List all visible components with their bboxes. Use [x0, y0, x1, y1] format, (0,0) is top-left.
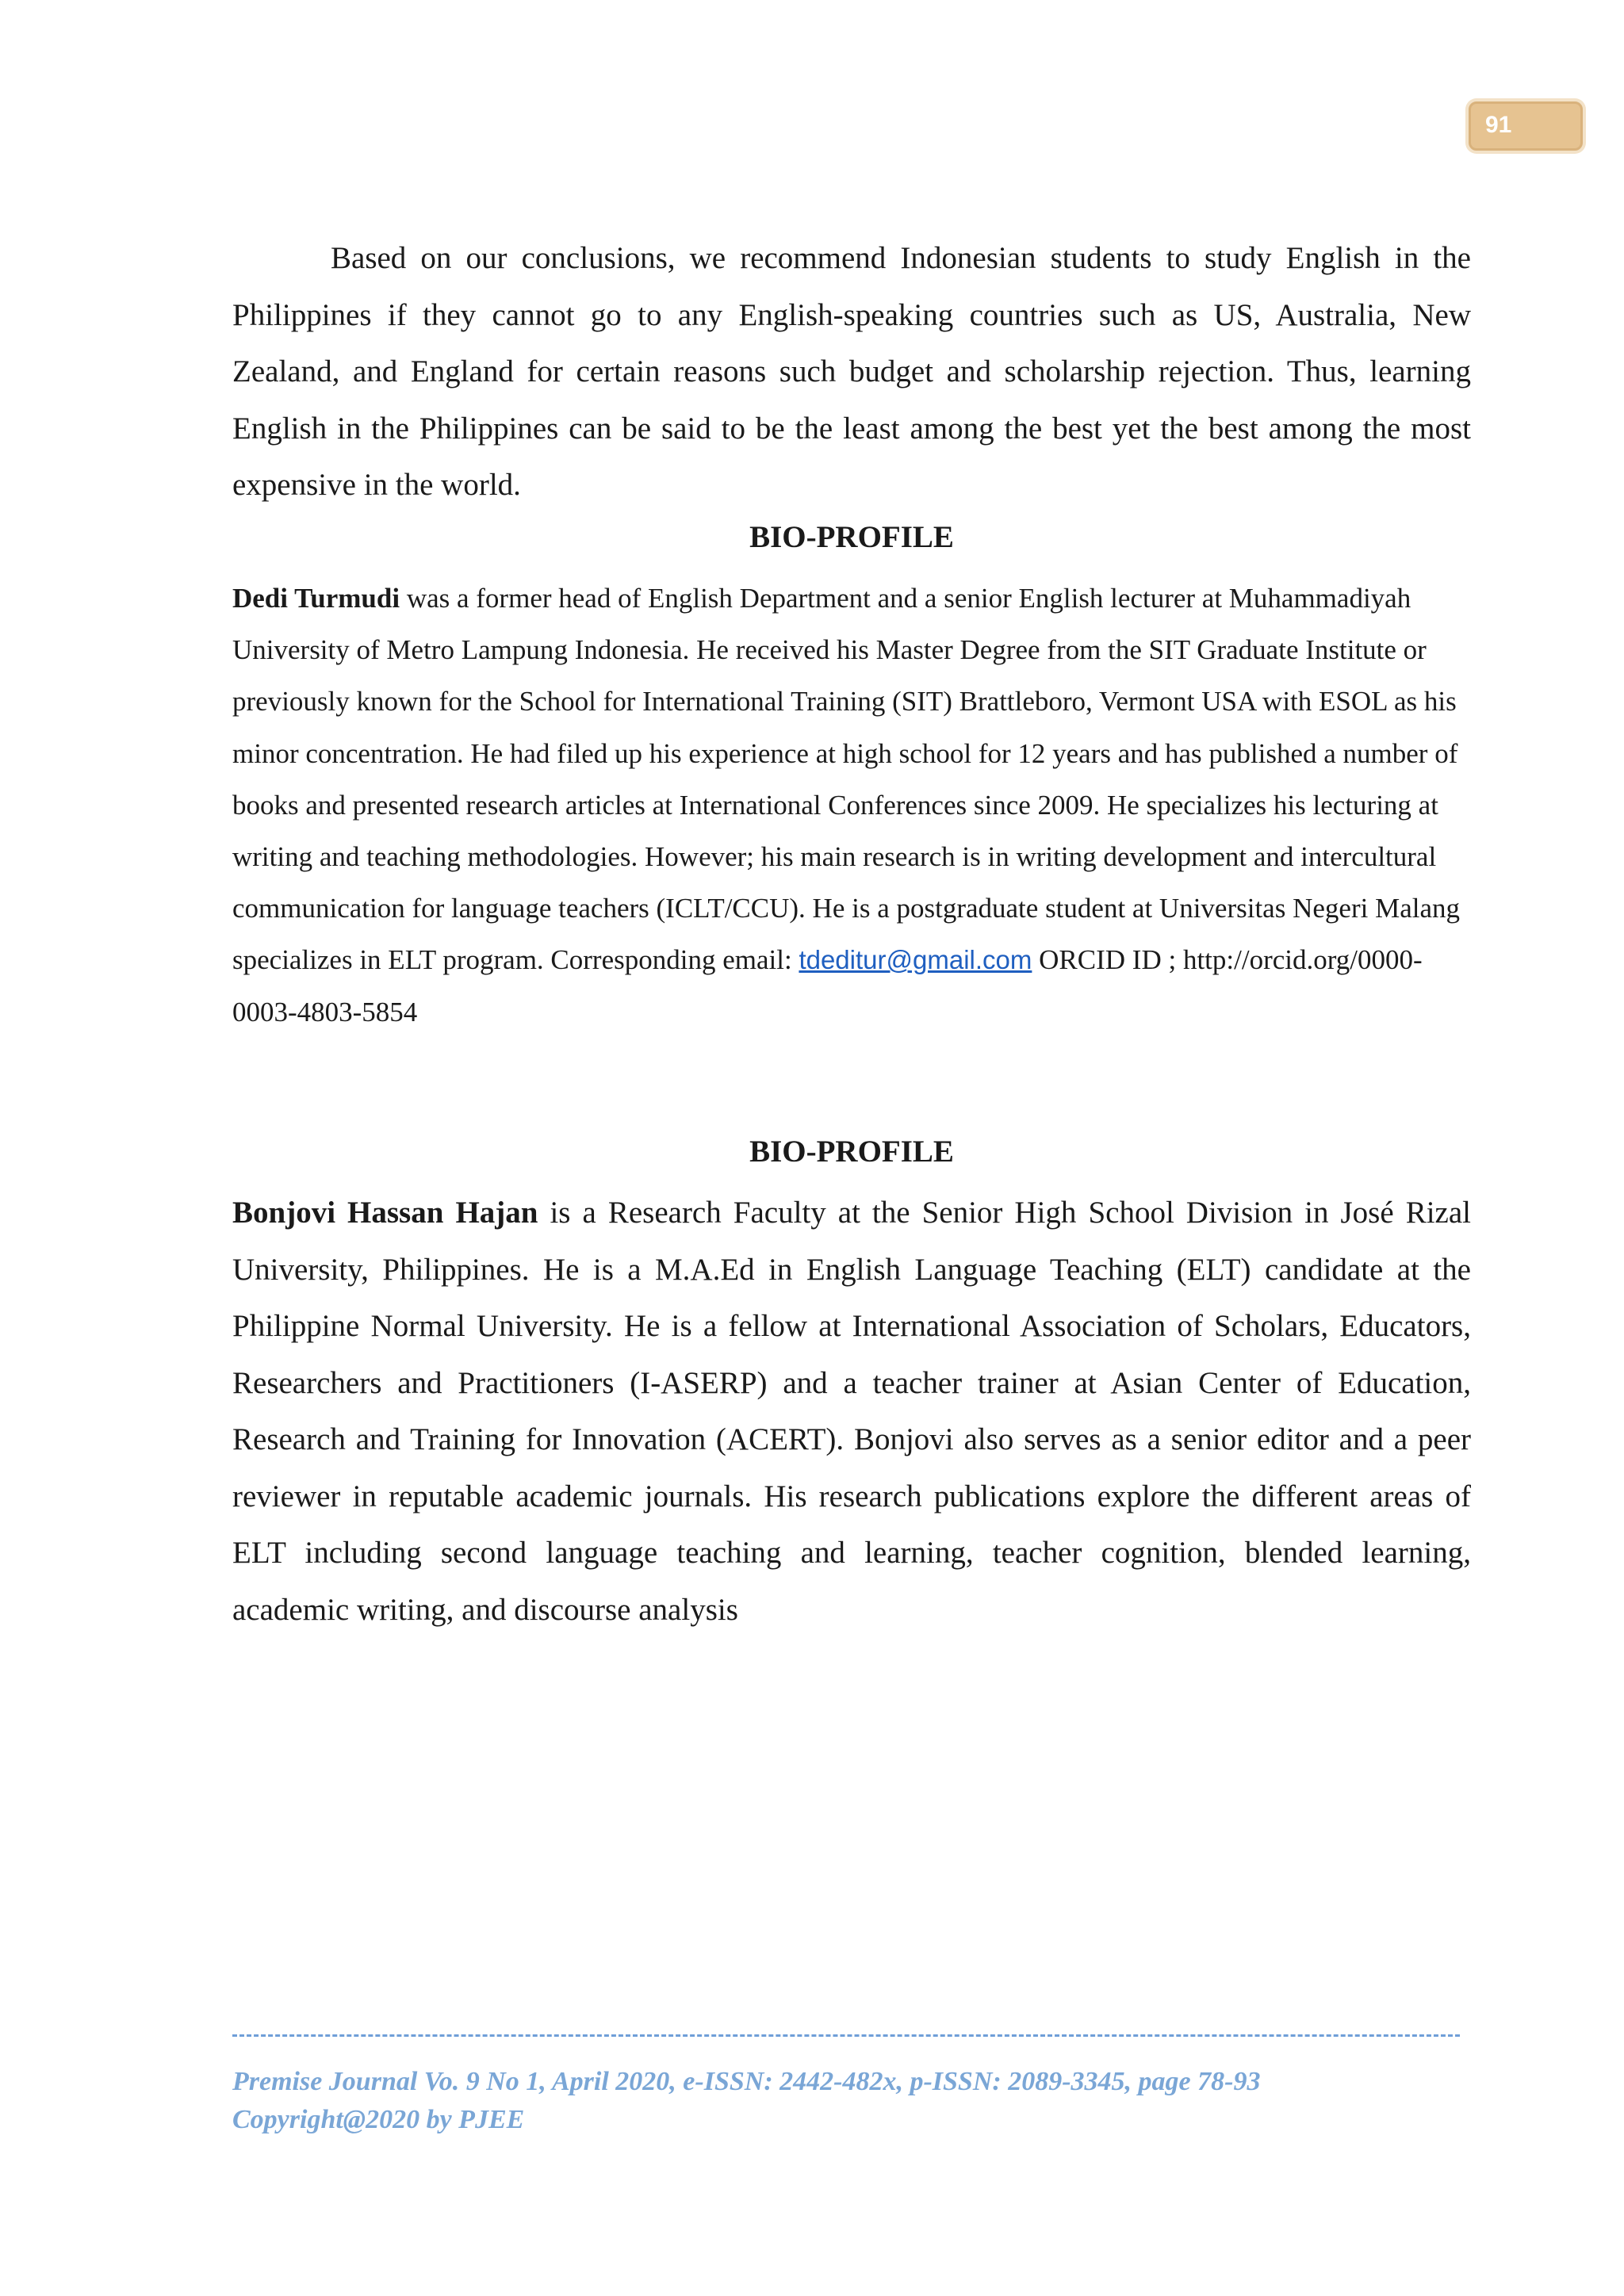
page-number-badge [1469, 101, 1583, 151]
bio-name-1: Dedi Turmudi [232, 583, 400, 614]
bio-profile-heading-1: BIO-PROFILE [749, 520, 954, 554]
page-number: 91 [1485, 112, 1512, 138]
conclusion-paragraph: Based on our conclusions, we recommend Indonesian students to study English in the Philippines if they cannot go to any English-speaking countries such as US, Australia, New Zealand, and England for certain reasons such budget and scholarship rejection. Thus, learning English in the Philippines can be said to be the least among the best yet the best among the most expensive in the world. [232, 241, 1471, 502]
bio-text-2: is a Research Faculty at the Senior High School Division in José Rizal University, Philippines. He is a M.A.Ed in English Language Teaching (ELT) candidate at the Philippine Normal University. He is a fellow at International Association of Scholars, Educators, Researchers and Practitioners (I-ASERP) and a teacher trainer at Asian Center of Education, Research and Training for Innovation (ACERT). Bonjovi also serves as a senior editor and a peer reviewer in reputable academic journals. His research publications explore the different areas of ELT including second language teaching and learning, teacher cognition, blended learning, academic writing, and discourse analysis [232, 1196, 1471, 1627]
bio-name-2: Bonjovi Hassan Hajan [232, 1196, 538, 1230]
footer-journal-citation: Premise Journal Vo. 9 No 1, April 2020, e-ISSN: 2442-482x, p-ISSN: 2089-3345, page 78-93 [232, 2067, 1261, 2096]
orcid-text: ORCID ID ; http://orcid.org/0000-0003-4803-5854 [232, 944, 1423, 1027]
bio-text-1: was a former head of English Department and a senior English lecturer at Muhammadiyah University of Metro Lampung Indonesia. He received his Master Degree from the SIT Graduate Institute or previously known for the School for International Training (SIT) Brattleboro, Vermont USA with ESOL as his minor concentration. He had filed up his experience at high school for 12 years and has published a number of books and presented research articles at International Conferences since 2009. He specializes his lecturing at writing and teaching methodologies. However; his main research is in writing development and intercultural communication for language teachers (ICLT/CCU). He is a postgraduate student at Universitas Negeri Malang specializes in ELT program. Corresponding email: [232, 583, 1460, 976]
bio-profile-heading-2: BIO-PROFILE [749, 1135, 954, 1169]
bio-profile-1 [232, 572, 1471, 1038]
footer-copyright: Copyright@2020 by PJEE [232, 2105, 525, 2134]
email-link[interactable]: tdeditur@gmail.com [799, 945, 1032, 975]
footer-divider [232, 2034, 1460, 2037]
bio-profile-2 [232, 1184, 1471, 1638]
